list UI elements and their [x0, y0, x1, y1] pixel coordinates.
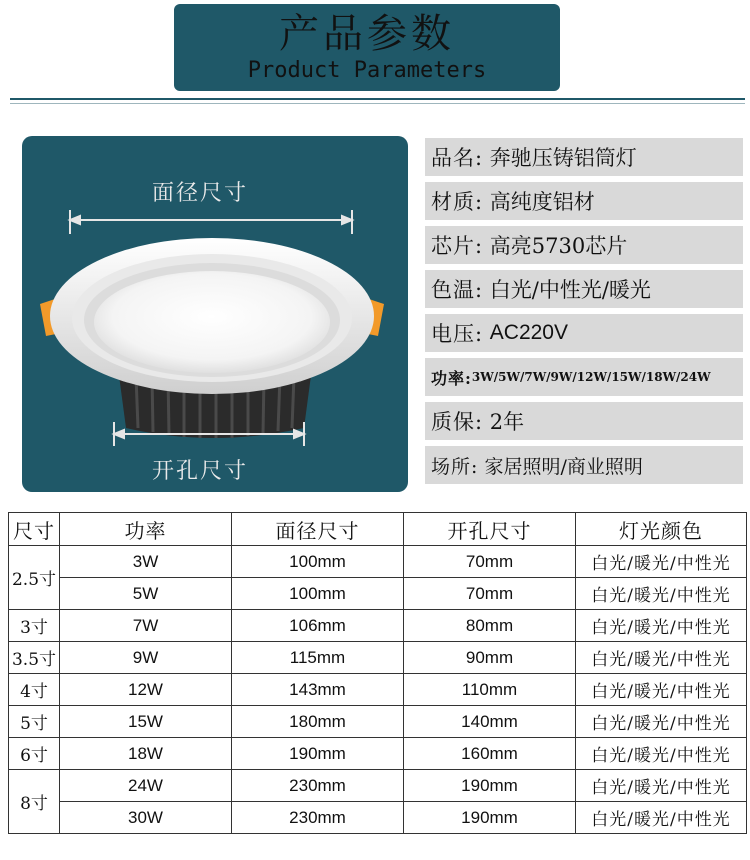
- cutout-cell: 90mm: [404, 642, 576, 674]
- spec-row-power: [425, 358, 743, 396]
- divider: [10, 98, 745, 100]
- light-color-cell: 白光/暖光/中性光: [576, 610, 747, 642]
- table-row: [9, 578, 747, 610]
- diameter-cell: 190mm: [232, 738, 404, 770]
- spec-value: 家居照明/商业照明: [484, 455, 643, 478]
- spec-row-warranty: [425, 402, 743, 440]
- product-image-panel: [22, 136, 408, 492]
- spec-value: AC220V: [489, 321, 568, 344]
- table-row: [9, 802, 747, 834]
- cutout-cell: 110mm: [404, 674, 576, 706]
- power-cell: 30W: [60, 802, 232, 834]
- column-header-size: 尺寸: [9, 513, 60, 546]
- size-cell: 4寸: [9, 674, 60, 706]
- table-header-row: [9, 513, 747, 546]
- power-cell: 7W: [60, 610, 232, 642]
- cutout-cell: 160mm: [404, 738, 576, 770]
- spec-key: 功率:: [431, 368, 472, 388]
- cutout-label: 开孔尺寸: [152, 459, 249, 484]
- spec-key: 电压:: [431, 322, 484, 346]
- size-cell: 6寸: [9, 738, 60, 770]
- spec-value: 高纯度铝材: [489, 190, 595, 214]
- diameter-cell: 230mm: [232, 802, 404, 834]
- spec-list: [425, 138, 743, 490]
- size-cell: 8寸: [9, 770, 60, 834]
- column-header-diameter: 面径尺寸: [232, 513, 404, 546]
- diameter-cell: 230mm: [232, 770, 404, 802]
- light-color-cell: 白光/暖光/中性光: [576, 738, 747, 770]
- cutout-cell: 190mm: [404, 770, 576, 802]
- table-row: [9, 674, 747, 706]
- spec-row-voltage: [425, 314, 743, 352]
- power-cell: 24W: [60, 770, 232, 802]
- light-color-cell: 白光/暖光/中性光: [576, 706, 747, 738]
- spec-value: 奔驰压铸铝筒灯: [489, 146, 637, 170]
- spec-key: 色温:: [431, 278, 484, 302]
- spec-row-material: [425, 182, 743, 220]
- table-row: [9, 738, 747, 770]
- cutout-cell: 190mm: [404, 802, 576, 834]
- power-cell: 18W: [60, 738, 232, 770]
- diameter-cell: 106mm: [232, 610, 404, 642]
- spec-key: 质保:: [431, 410, 484, 434]
- page-title: 产品参数: [279, 11, 455, 57]
- size-cell: 5寸: [9, 706, 60, 738]
- spec-key: 品名:: [431, 146, 484, 170]
- size-cell: 3.5寸: [9, 642, 60, 674]
- cutout-cell: 80mm: [404, 610, 576, 642]
- power-cell: 5W: [60, 578, 232, 610]
- spec-key: 芯片:: [431, 234, 484, 258]
- spec-key: 材质:: [431, 190, 484, 214]
- diameter-cell: 100mm: [232, 546, 404, 578]
- spec-row-color-temp: [425, 270, 743, 308]
- cutout-cell: 70mm: [404, 546, 576, 578]
- divider-thin: [10, 103, 745, 104]
- table-row: [9, 642, 747, 674]
- diameter-cell: 100mm: [232, 578, 404, 610]
- spec-row-place: [425, 446, 743, 484]
- diameter-cell: 143mm: [232, 674, 404, 706]
- parameter-table: [8, 512, 747, 834]
- table-row: [9, 706, 747, 738]
- light-color-cell: 白光/暖光/中性光: [576, 674, 747, 706]
- light-color-cell: 白光/暖光/中性光: [576, 546, 747, 578]
- spec-value: 3W/5W/7W/9W/12W/15W/18W/24W: [471, 370, 711, 384]
- lamp-diffuser: [94, 271, 330, 373]
- diameter-cell: 115mm: [232, 642, 404, 674]
- table-row: [9, 546, 747, 578]
- light-color-cell: 白光/暖光/中性光: [576, 802, 747, 834]
- spec-value: 白光/中性光/暖光: [489, 278, 651, 302]
- power-cell: 15W: [60, 706, 232, 738]
- spec-row-name: [425, 138, 743, 176]
- size-cell: 3寸: [9, 610, 60, 642]
- spec-key: 场所:: [431, 455, 479, 478]
- column-header-light-color: 灯光颜色: [576, 513, 747, 546]
- spec-row-chip: [425, 226, 743, 264]
- table-row: [9, 770, 747, 802]
- light-color-cell: 白光/暖光/中性光: [576, 770, 747, 802]
- page-subtitle: Product Parameters: [247, 58, 487, 83]
- light-color-cell: 白光/暖光/中性光: [576, 578, 747, 610]
- cutout-cell: 140mm: [404, 706, 576, 738]
- diameter-cell: 180mm: [232, 706, 404, 738]
- spec-value: 2年: [489, 410, 525, 434]
- size-cell: 2.5寸: [9, 546, 60, 610]
- power-cell: 12W: [60, 674, 232, 706]
- column-header-cutout: 开孔尺寸: [404, 513, 576, 546]
- column-header-power: 功率: [60, 513, 232, 546]
- power-cell: 3W: [60, 546, 232, 578]
- power-cell: 9W: [60, 642, 232, 674]
- light-color-cell: 白光/暖光/中性光: [576, 642, 747, 674]
- diameter-dimension-line: [70, 210, 352, 234]
- cutout-cell: 70mm: [404, 578, 576, 610]
- spec-value: 高亮5730芯片: [489, 234, 628, 258]
- title-banner: [174, 4, 560, 91]
- diameter-label: 面径尺寸: [152, 181, 249, 206]
- table-row: [9, 610, 747, 642]
